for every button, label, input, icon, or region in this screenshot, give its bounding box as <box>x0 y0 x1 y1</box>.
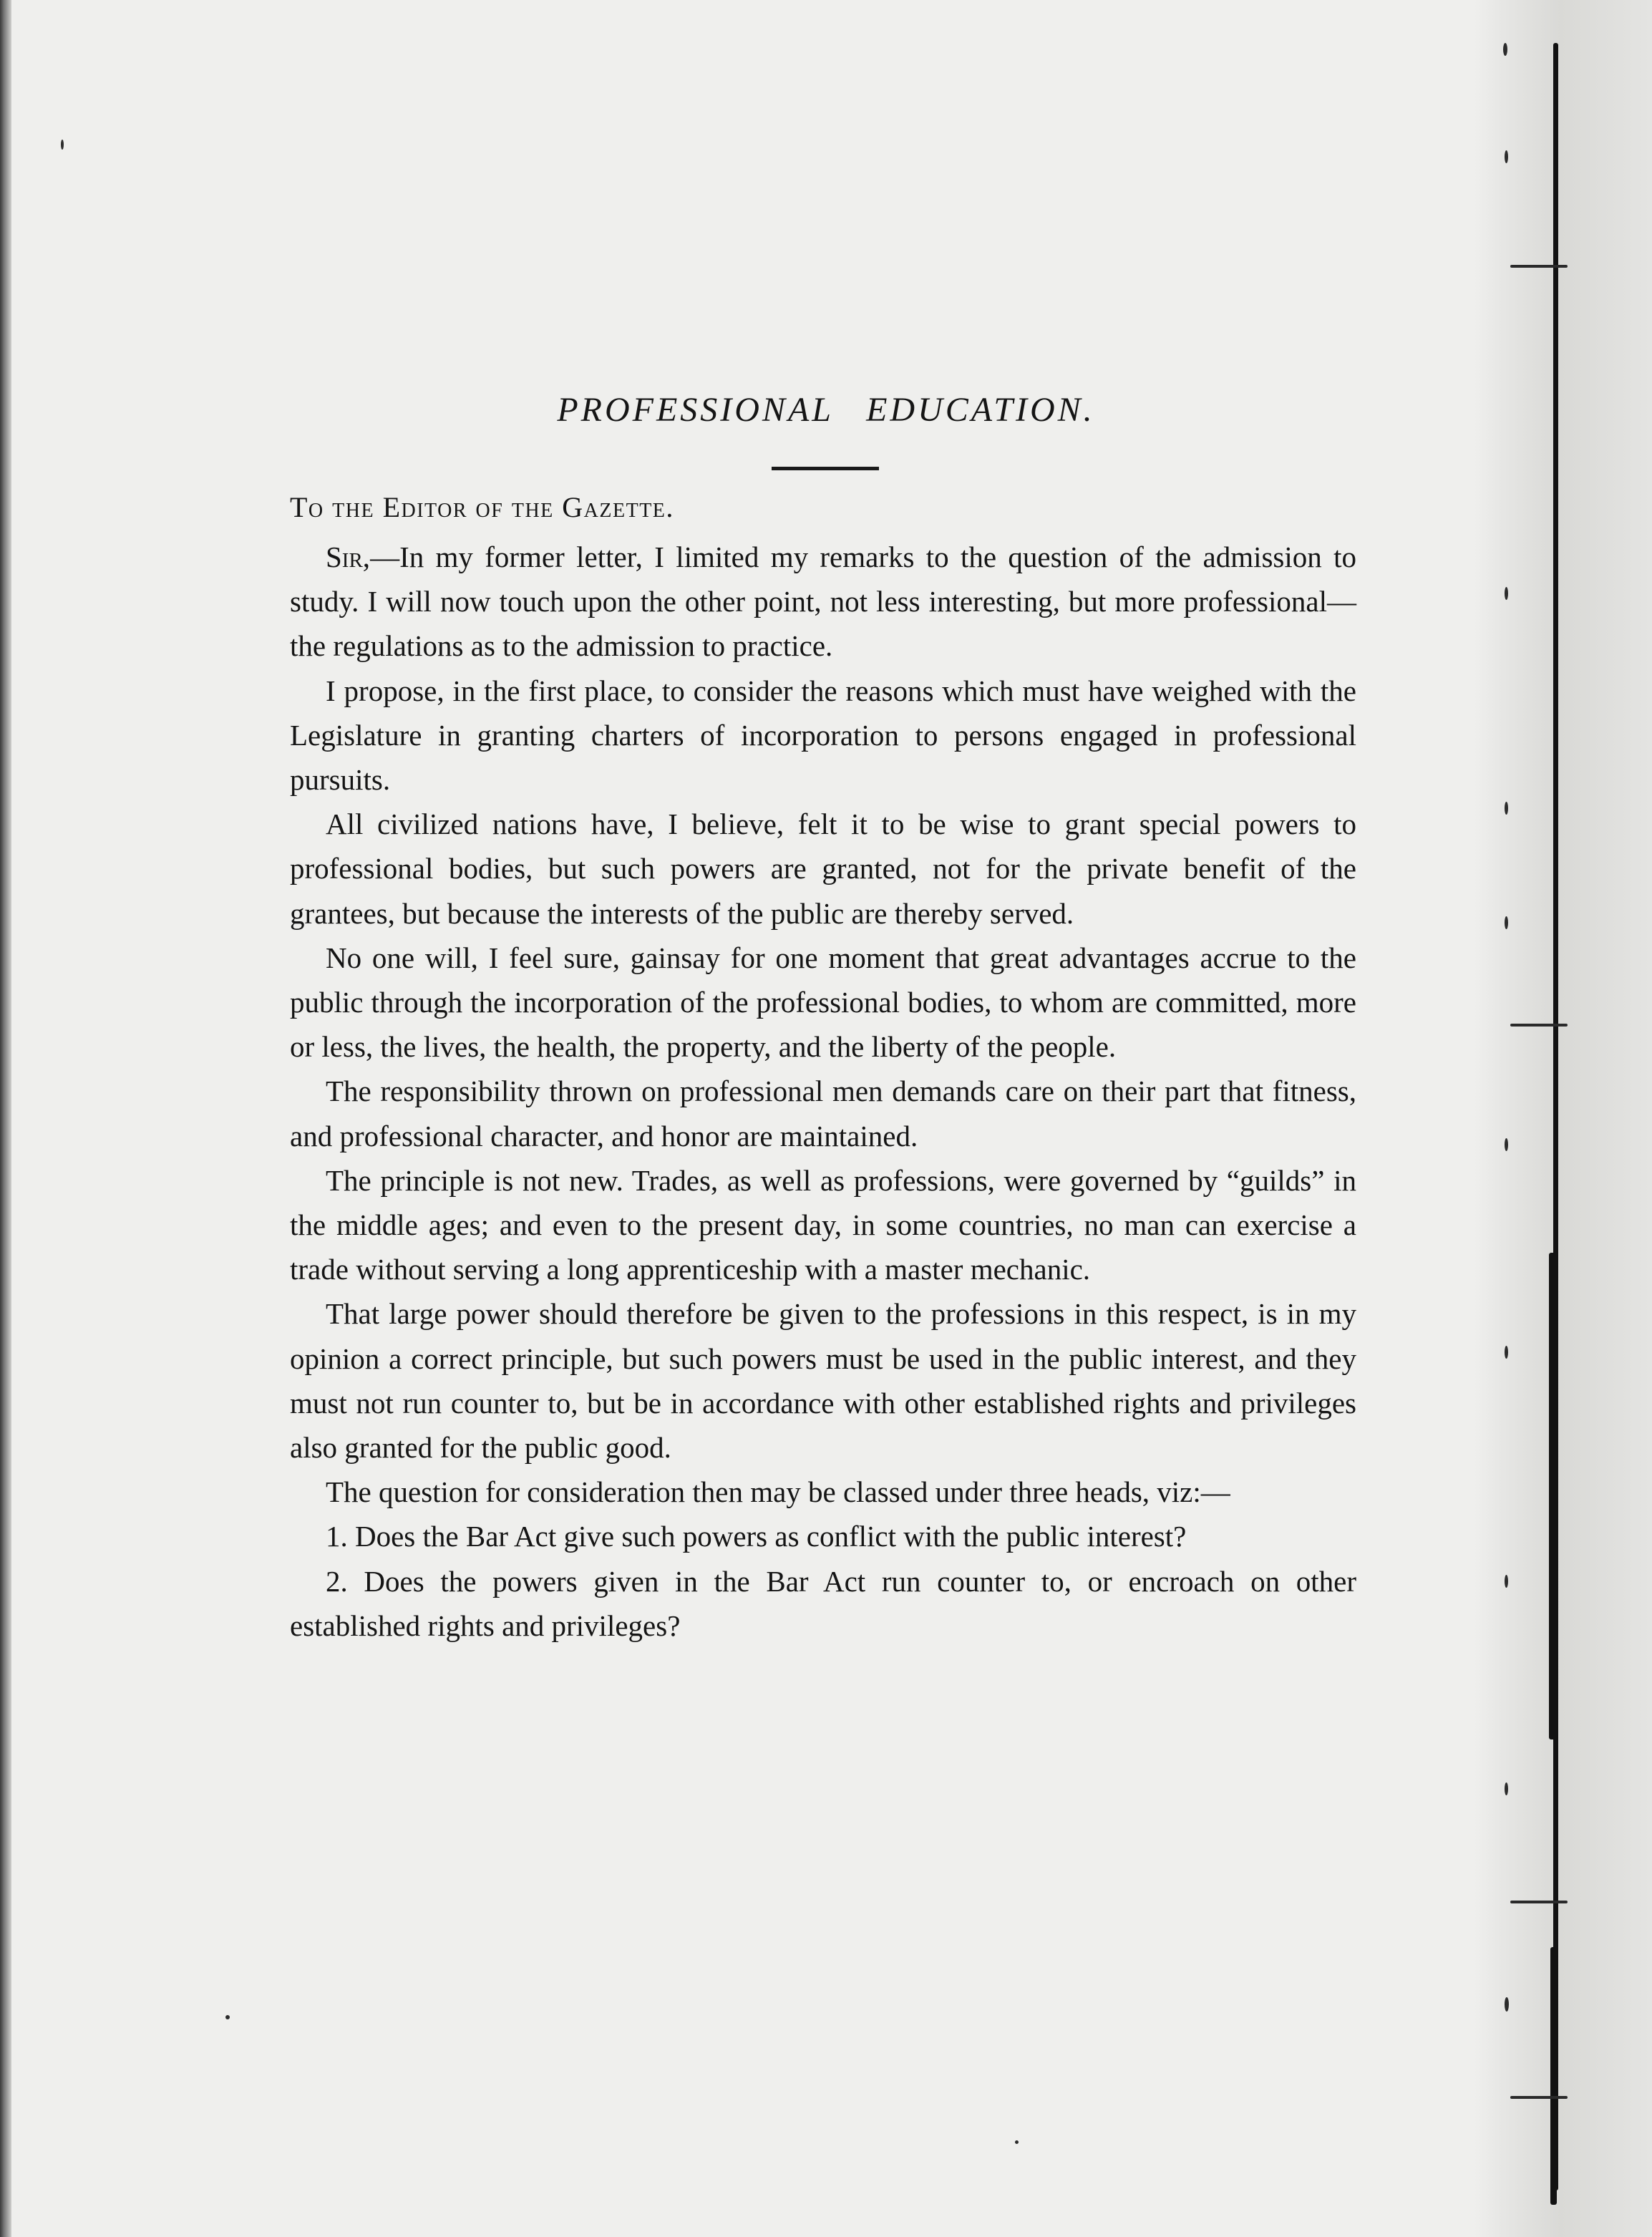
numbered-question: 1. Does the Bar Act give such powers as conflict with the public interest? <box>326 1520 1187 1553</box>
salutation: To the Editor of the Gazette. <box>290 491 674 523</box>
paper-speck <box>61 140 64 150</box>
letter-paragraph: The responsibility thrown on professional men demands care on their part that fitness, and professional character, and honor are maintained. <box>290 1074 1356 1153</box>
title-rule <box>772 467 879 470</box>
binding-mark <box>1505 1782 1508 1795</box>
scan-left-edge <box>0 0 11 2237</box>
letter-paragraph: The principle is not new. Trades, as well as professions, were governed by “guilds” in the middle ages; and even to the present day, in some countries, no man can exercise a trade without serving a long apprenticeship with a master mechanic. <box>290 1163 1356 1286</box>
letter-paragraph: The question for consideration then may be classed under three heads, viz:— <box>326 1475 1230 1509</box>
paper-speck <box>225 2015 230 2019</box>
binding-mark <box>1505 150 1508 163</box>
opening-word: Sir, <box>326 540 371 573</box>
paragraph-text: —In my former letter, I limited my remarks to the question of the admission to study. I will now touch upon the other point, not less interesting, but more professional—the regulations as to the admission to practice. <box>290 540 1356 663</box>
binding-stitch <box>1510 1024 1568 1027</box>
binding-stitch <box>1510 1901 1568 1903</box>
binding-thread <box>1553 43 1558 2190</box>
binding-mark <box>1505 587 1508 600</box>
letter-paragraph <box>290 535 1356 669</box>
binding-mark <box>1505 916 1508 929</box>
binding-stitch <box>1510 2096 1568 2099</box>
binding-stitch <box>1510 265 1568 268</box>
binding-mark <box>1505 1997 1509 2012</box>
binding-mark <box>1505 1138 1508 1151</box>
paper-speck <box>1015 2140 1019 2144</box>
letter-paragraph: I propose, in the first place, to consider the reasons which must have weighed with the Legislature in granting charters of incorporation to persons engaged in professional pursuits. <box>290 674 1356 797</box>
binding-mark <box>1505 802 1508 815</box>
binding-mark <box>1505 1346 1508 1359</box>
binding-thread-segment <box>1550 1947 1557 2205</box>
letter-paragraph: No one will, I feel sure, gainsay for one moment that great advantages accrue to the public through the incorporation of the professional bodies, to whom are committed, more or less, the lives, the health, the property, and the liberty of the people. <box>290 941 1356 1064</box>
numbered-question: 2. Does the powers given in the Bar Act run counter to, or encroach on other established rights and privileges? <box>290 1564 1356 1642</box>
letter-paragraph: All civilized nations have, I believe, felt it to be wise to grant special powers to professional bodies, but such powers are granted, not for the private benefit of the grantees, but because the interests of the public are thereby served. <box>290 807 1356 930</box>
binding-mark <box>1503 43 1507 56</box>
page-title: PROFESSIONAL EDUCATION. <box>557 391 1095 429</box>
binding-mark <box>1505 1575 1508 1588</box>
letter-paragraph: That large power should therefore be given to the professions in this respect, is in my opinion a correct principle, but such powers must be used in the public interest, and they must not run counter to, but be in accordance with other established rights and privileges also granted for the public good. <box>290 1297 1356 1465</box>
binding-margin <box>1474 0 1652 2237</box>
letter-body <box>290 535 1356 1648</box>
binding-thread-segment <box>1549 1253 1556 1739</box>
